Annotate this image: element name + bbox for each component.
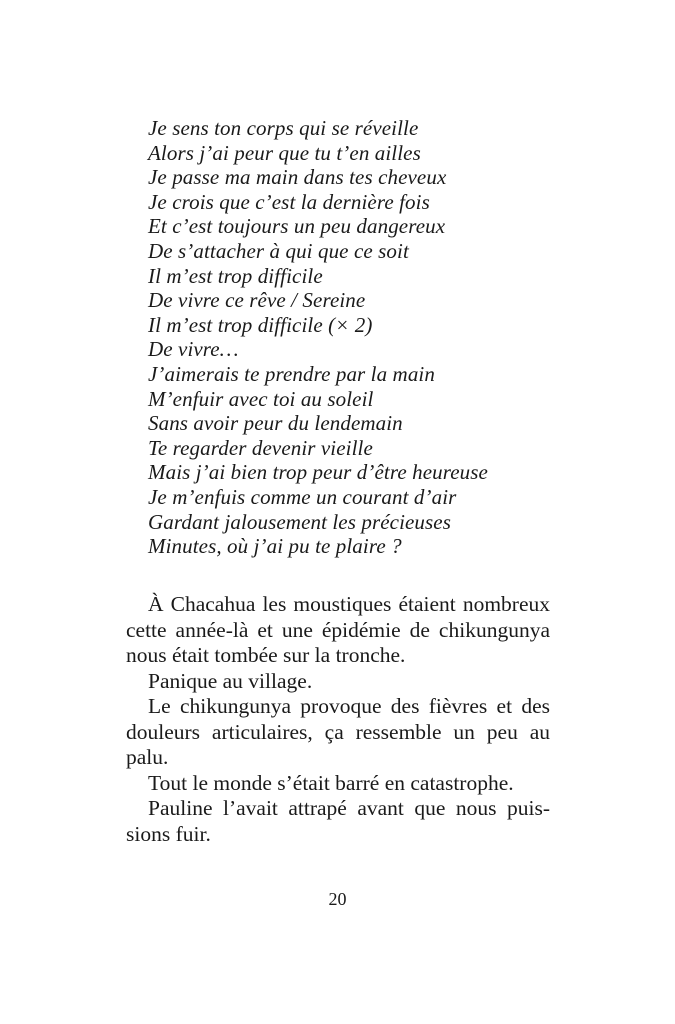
poem-verse bbox=[148, 116, 568, 559]
poem-line: Et c’est toujours un peu dangereux bbox=[148, 214, 446, 239]
poem-line: Gardant jalousement les précieuses bbox=[148, 509, 451, 534]
poem-line: Alors j’ai peur que tu t’en ailles bbox=[148, 140, 421, 165]
poem-line: Sans avoir peur du lendemain bbox=[148, 411, 403, 436]
poem-line: Mais j’ai bien trop peur d’être heureuse bbox=[148, 460, 488, 485]
poem-line: Il m’est trop difficile bbox=[148, 263, 323, 288]
poem-line: Je passe ma main dans tes cheveux bbox=[148, 165, 447, 190]
poem-line: De vivre… bbox=[148, 337, 239, 362]
paragraph: Le chikungunya provoque des fièvres et des douleurs articulaires, ça ressemble un peu au palu. bbox=[126, 694, 550, 769]
poem-line: Minutes, où j’ai pu te plaire ? bbox=[148, 534, 402, 559]
poem-line: Je sens ton corps qui se réveille bbox=[148, 116, 419, 140]
paragraph: Panique au village. bbox=[148, 668, 313, 693]
poem-line: J’aimerais te prendre par la main bbox=[148, 361, 435, 386]
poem-line: M’enfuir avec toi au soleil bbox=[148, 386, 374, 411]
paragraph: Tout le monde s’était barré en catastrophe. bbox=[148, 770, 514, 795]
paragraph: Pauline l’avait attrapé avant que nous puis-sions fuir. bbox=[126, 796, 550, 846]
poem-line: Je m’enfuis comme un courant d’air bbox=[148, 484, 457, 509]
poem-line: De s’attacher à qui que ce soit bbox=[148, 238, 409, 263]
poem-line: De vivre ce rêve / Sereine bbox=[148, 288, 366, 313]
paragraph: À Chacahua les moustiques étaient nombreux cette année-là et une épidémie de chikungunya nous était tombée sur la tronche. bbox=[126, 592, 550, 667]
prose-body bbox=[126, 592, 550, 847]
poem-line: Il m’est trop difficile (× 2) bbox=[148, 312, 373, 337]
poem-line: Je crois que c’est la dernière fois bbox=[148, 189, 430, 214]
page-number: 20 bbox=[328, 889, 347, 909]
poem-line: Te regarder devenir vieille bbox=[148, 435, 373, 460]
